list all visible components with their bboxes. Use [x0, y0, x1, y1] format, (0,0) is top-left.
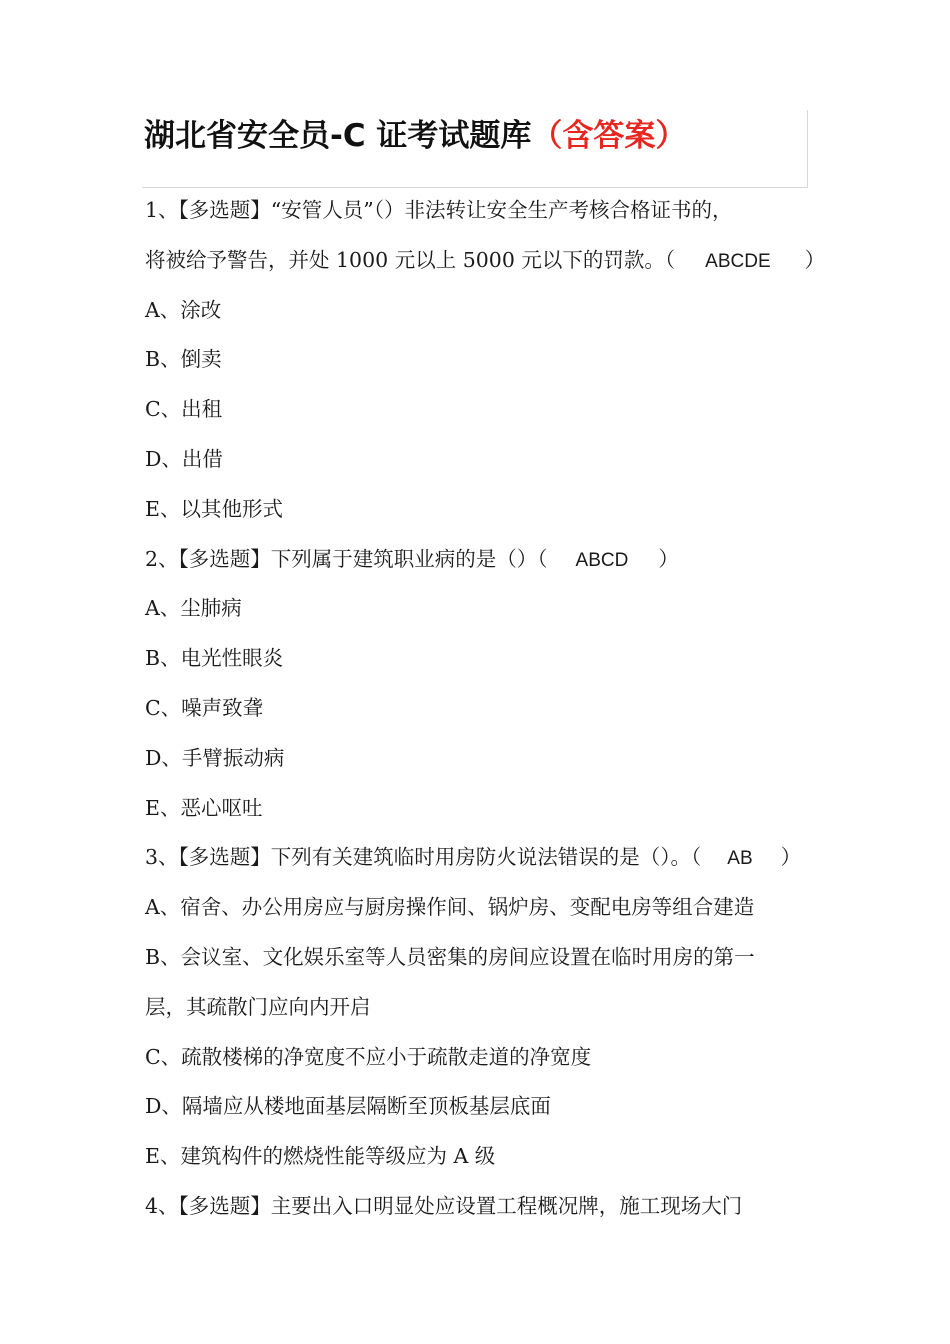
line-text: 1、【多选题】“安管人员”（）非法转让安全生产考核合格证书的，: [145, 198, 733, 222]
option-line: [145, 883, 815, 933]
line-text: 将被给予警告，并处 1000 元以上 5000 元以下的罚款。（: [145, 247, 676, 272]
title-main: 湖北省安全员-C 证考试题库: [144, 118, 532, 154]
line-text: 3、【多选题】下列有关建筑临时用房防火说法错误的是（）。（: [145, 845, 702, 870]
option-line: [145, 335, 815, 385]
option-line-continued: [145, 983, 815, 1033]
line-text: C、出租: [145, 397, 223, 422]
line-text: A、宿舍、办公用房应与厨房操作间、锅炉房、变配电房等组合建造: [145, 895, 755, 920]
text-line: [145, 186, 815, 236]
line-text: E、恶心呕吐: [145, 795, 263, 820]
title-accent: （含答案）: [531, 118, 687, 154]
line-text: 2、【多选题】下列属于建筑职业病的是（）（: [145, 546, 548, 571]
option-line: [145, 435, 815, 485]
question-line: [145, 833, 815, 883]
line-text: D、出借: [145, 446, 223, 471]
line-text: E、以其他形式: [145, 496, 283, 521]
line-text: 层，其疏散门应向内开启: [145, 994, 371, 1019]
line-text: E、建筑构件的燃烧性能等级应为 A 级: [145, 1144, 496, 1169]
answer-close: ）: [804, 247, 826, 272]
question-line: [145, 1182, 815, 1232]
line-text: B、倒卖: [145, 347, 222, 372]
title-box: [142, 110, 808, 188]
answer-close: ）: [780, 845, 802, 870]
line-text: B、会议室、文化娱乐室等人员密集的房间应设置在临时用房的第一: [145, 944, 755, 969]
question-line: [145, 535, 815, 585]
option-line: [145, 634, 815, 684]
line-text: 4、【多选题】主要出入口明显处应设置工程概况牌，施工现场大门: [145, 1193, 743, 1218]
question-list: [145, 186, 826, 1232]
line-text: D、手臂振动病: [145, 745, 285, 770]
option-line: [145, 286, 815, 336]
answer-close: ）: [658, 546, 679, 571]
line-text: A、尘肺病: [145, 596, 242, 621]
option-line: [145, 1132, 815, 1182]
option-line: [145, 584, 815, 634]
line-text: B、电光性眼炎: [145, 646, 284, 671]
option-line: [145, 385, 815, 435]
option-line: [145, 784, 815, 834]
option-line: [145, 734, 815, 784]
answer-key: ABCDE: [705, 250, 771, 272]
document-title: [144, 114, 686, 158]
line-text: C、疏散楼梯的净宽度不应小于疏散走道的净宽度: [145, 1044, 592, 1069]
option-line: [145, 485, 815, 535]
line-text: D、隔墙应从楼地面基层隔断至顶板基层底面: [145, 1094, 551, 1119]
text-line: [145, 236, 826, 286]
option-line: [145, 1033, 815, 1083]
answer-key: ABCD: [575, 549, 629, 571]
line-text: C、噪声致聋: [145, 695, 264, 720]
line-text: A、涂改: [145, 297, 222, 322]
answer-key: AB: [727, 848, 753, 870]
option-line: [145, 1082, 815, 1132]
option-line: [145, 684, 815, 734]
option-line: [145, 933, 815, 983]
